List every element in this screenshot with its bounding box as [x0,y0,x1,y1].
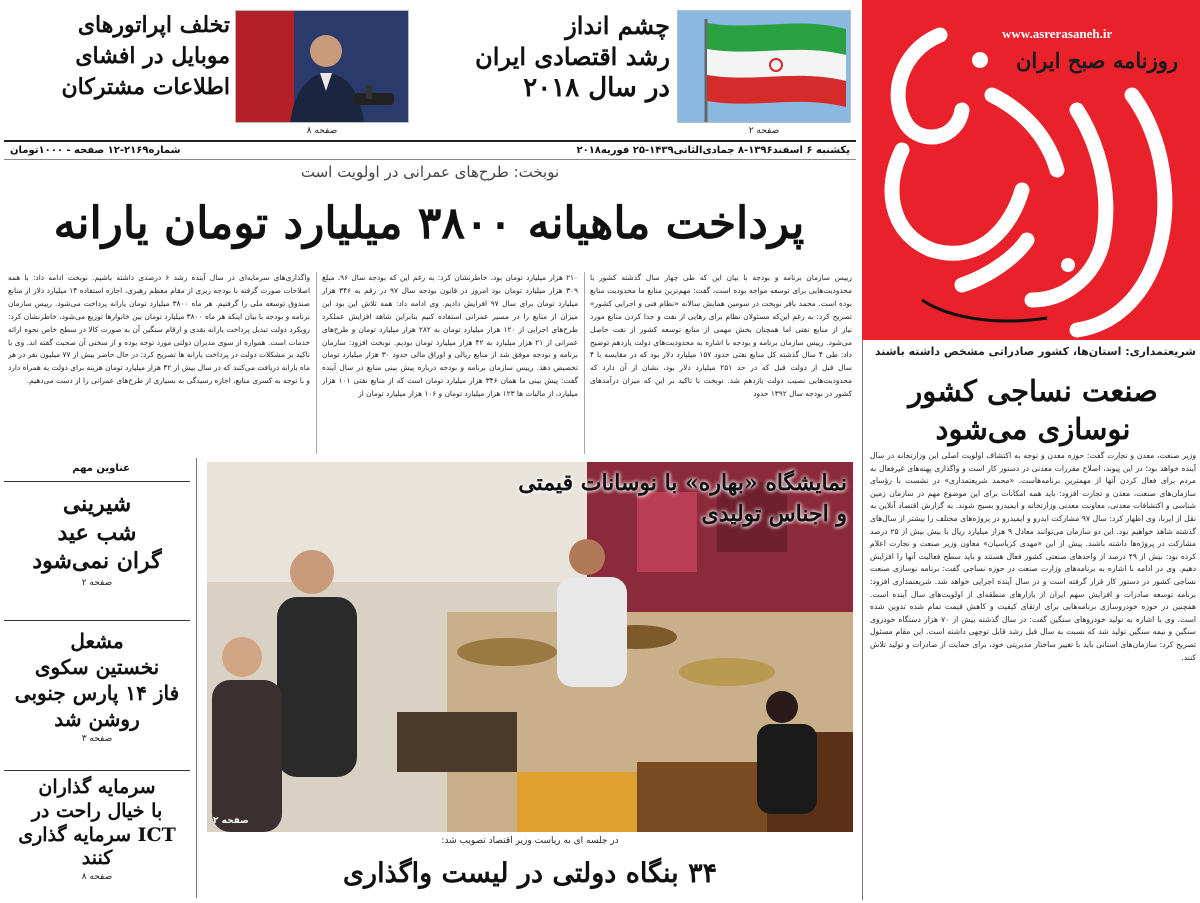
right-headline[interactable] [870,372,1196,449]
photo-page-ref: صفحه ۲ [213,816,249,826]
teaser-line: چشم انداز [565,11,670,40]
teaser-line: تخلف اپراتورهای [77,12,230,38]
minister-portrait-image [235,10,409,123]
headline-line: نوسازی می‌شود [935,412,1131,447]
page-ref: صفحه ۸ [81,872,113,882]
mobile-teaser-title[interactable] [8,10,230,104]
left-item-south-pars[interactable] [4,628,190,744]
lead-kicker: نوبخت: طرح‌های عمرانی در اولویت است [300,163,560,181]
left-item-sweets[interactable] [4,490,190,588]
issue-number: شماره۲۱۶۹-۱۲ صفحه - ۱۰۰۰تومان [10,145,181,156]
left-item-ict[interactable] [4,776,190,882]
section-label: عناوین مهم [72,463,130,474]
title-line: گران نمی‌شود [32,548,162,575]
teaser-line: موبایل در افشای [75,43,230,70]
page-ref: صفحه ۳ [81,734,113,744]
website-url[interactable]: www.asrerasaneh.ir [1002,26,1113,41]
column-divider [584,272,585,454]
mobile-page-ref: صفحه ۸ [306,126,338,136]
divider [4,620,190,621]
teaser-line: در سال ۲۰۱۸ [523,73,670,104]
title-line: شیرینی [62,491,132,517]
masthead [862,0,1200,340]
section-header [4,460,190,482]
title-line: نخستین سکوی [34,655,160,679]
newspaper-description: روزنامه صبح ایران [1015,48,1178,73]
title-line: با خیال راحت در [31,799,163,822]
right-column-divider [862,340,863,900]
lead-column-2: ۲۱۰ هزار میلیارد تومان بود، خاطرنشان کرد: به رغم این که بودجه سال ۹۶، مبلغ ۳۰۹ هزار میلیارد تومان بود امروز در قانون بودجه سال ۹۷ در رقم به ۳۴۶ هزار میلیارد تومان برای سال ۹۷ افزایش دادیم. وی ادامه داد: همه تلاش این بود این میزان از منابع را در مسیر عمرانی استفاده کنیم بنابراین شاهد افزایش عملکرد طرح‌های اجرایی از ۱۲۰ هزار میلیارد تومان به ۲۸۲ هزار میلیارد تومان و طرح‌های عمرانی از ۲۱ هزار میلیارد به ۴۲ هزار میلیارد تومان بودیم. نوبخت افزود: سازمان برنامه و بودجه موفق شد از منابع ریالی و اوراق مالی حدود ۳۰ هزار میلیارد تومان تخصیص دهد. رییس سازمان برنامه و بودجه درباره پیش بینی منابع در سال آینده گفت: پیش بینی ما همان ۳۴۶ هزار میلیارد تومان است که از منابع نفتی ۱۰۱ هزار میلیارد، از مالیات ها ۱۲۳ هزار میلیارد تومان و ۱۰۶ هزار میلیارد تومان از [322,273,578,399]
page-ref: صفحه ۲ [81,577,113,588]
economy-teaser-title[interactable] [430,10,670,106]
title-line: ICT سرمایه گذاری [18,823,176,846]
bottom-headline[interactable]: ۳۴ بنگاه دولتی در لیست واگذاری [342,858,718,889]
overlay-line: نمایشگاه «بهاره» با نوسانات قیمتی [518,470,847,496]
divider [4,770,190,771]
title-line: روشن شد [54,707,140,731]
right-article-body: وزیر صنعت، معدن و تجارت گفت: حوزه معدن و توجه به اکتشاف اولویت اصلی این وزارتخانه در سال آینده خواهد بود؛ در این پیوند، اصلاح مقررات معدنی در دستور کار است و واگذاری پهنه‌های غیرفعال به مردم برای فعال کردن آنها از مهمترین برنامه‌هاست. «محمد شریعتمداری» در نشست با رؤسای سازمان‌های صنعت، معدن و تجارت افزود: باید همه امکانات برای این موضوع مهم در سازمان زمین شناسی و اکتشافات معدنی، معاونت معدنی وزارتخانه و ایمیدرو بسیج شوند. به گزارش اقتصاد آنلاین به نقل از ایرنا، وی اظهار کرد: سال ۹۷ مشارکت ایدرو و ایمیدرو در پروژه‌های مختلف را بیشتر از سال‌های گذشته شاهد خواهیم بود. این دو سازمان می‌توانند معادل ۹ هزار میلیارد ریال با بیش بیش از ۲۵ درصد مشارکت در پروژه‌ها داشته باشند. پیش از این «مهدی کرباسیان» معاون وزیر صنعت و تجارت اعلام کرده بود: بیش از ۴۹ درصد از واحدهای صنعتی کشور فعال هستند و باید سطح فعالیت آنها را افزایش دهیم. وی در ادامه با اشاره به برنامه‌های وزارت صنعت در حوزه نساجی گفت: برنامه نوسازی صنعت نساجی کشور در دستور کار قرار گرفته است و در سال آینده اجرایی خواهد شد. شریعتمداری افزود: برنامه توسعه صادرات و افزایش سهم ایران از بازارهای منطقه‌ای از اولویت‌های سال آینده است. همچنین در حوزه خودروسازی برنامه‌هایی برای ارتقای کیفیت و کاهش قیمت تمام شده تدوین شده است. وی با اشاره به تولید خودروهای سنگین گفت: در سال گذشته بیش از ۷۰ هزار دستگاه خودروی سنگین و نیمه سنگین تولید شد که نسبت به سال قبل رشد قابل توجهی داشته است. این مقام مسئول تصریح کرد: سازمان‌های استانی باید با تغییر ساختار مدیریتی خود، برای حمایت از صادرات و تولید تلاش کنند. [870,451,1196,662]
title-line: شب عید [57,519,137,546]
lead-column-3: واگذاری‌های سرمایه‌ای در سال آینده رشد ۶ درصدی داشته باشیم. نوبخت ادامه داد: با همه اصلاحات صورت گرفته با بودجه ریزی از مقام معظم رهبری، اجازه استفاده ۱۴ میلیارد دلار از منابع صندوق توسعه ملی را گرفتیم. هر ماه ۳۸۰۰ میلیارد تومان یارانه پرداخت می‌شود. رییس سازمان برنامه و بودجه با بیان اینکه هر ماه ۳۸۰۰ میلیارد تومان بین خانوارها توزیع می‌شود، خاطرنشان کرد: رویکرد دولت تبدیل پرداخت یارانه نقدی و ارقام سنگین آن به صورت کالا در سطح خاص نحوه ارائه خدمات است. همواره از سوی مدیران دولتی مورد توجه بوده و از سخنی آن صحبت گفته اند. وی با تاکید بر مشکلات دولت در پرداخت یارانه ها تصریح کرد: در حال حاضر بیش از ۷۷ میلیون نفر در هر ماه یارانه دریافت می‌کنند که در سال بیش از ۴۲ هزار میلیارد تومان هزینه برای دولت به همراه دارد و با توجه به کسری منابع، اجازه رسیدگی به بسیاری از طرح‌های عمرانی را از دست می‌دهیم. [8,273,310,386]
teaser-line: رشد اقتصادی ایران [475,42,670,72]
title-line: فاز ۱۴ پارس جنوبی [14,681,180,705]
bazaar-photo [207,462,853,832]
title-line: سرمایه گذاران [38,776,156,798]
teaser-line: اطلاعات مشترکان [61,74,230,101]
issue-date: یکشنبه ۶ اسفند۱۳۹۶-۸ جمادی‌الثانی۱۴۳۹-۲۵ فوریه۲۰۱۸ [576,145,850,156]
lead-headline[interactable]: پرداخت ماهیانه ۳۸۰۰ میلیارد تومان یارانه [53,198,805,249]
photo-caption: در جلسه ای به ریاست وزیر اقتصاد تصویب شد: [441,836,619,846]
title-line: مشعل [70,629,124,653]
photo-overlay-title [518,468,847,530]
economy-page-ref: صفحه ۲ [748,126,780,136]
overlay-line: و اجناس تولیدی [701,500,847,527]
right-kicker: شریعتمداری: استان‌ها، کشور صادراتی مشخص داشته باشند [874,345,1196,358]
column-divider [316,272,317,454]
iran-flag-image [677,10,851,123]
title-line: کنند [81,847,113,870]
left-column-divider [196,458,197,898]
date-bar [4,140,856,160]
headline-line: صنعت نساجی کشور [908,374,1158,408]
lead-column-1: رییس سازمان برنامه و بودجه با بیان این که طی چهار سال گذشته کشور با محدودیت‌هایی برای توسعه مواجه بوده است، گفت: مهم‌ترین منابع ما محدودیت منابع بوده است. محمد باقر نوبخت در سومین همایش سالانه «نظام فنی و اجرایی کشور» تصریح کرد: به رغم این‌که مسئولان نظام برای رهایی از نفت و جدا کردن منابع مورد نیاز از منابع نفتی اما همچنان بخش مهمی از منابع توسعه کشور از نفت حاصل می‌شود. رییس سازمان برنامه و بودجه با اشاره به محدودیت‌های دولت یازدهم توضیح داد: طی ۴ سال گذشته کل منابع نفتی حدود ۱۵۷ میلیارد دلار بود که در مقایسه با ۴ سال قبل از دولت قبل که در حد ۲۵۱ میلیارد دلار بود، نشان از آن دارد که محدودیت‌هایی نصیب دولت یازدهم شد. نوبخت با تاکید بر این که میزان درآمدهای کشور در بودجه سال ۱۳۹۲ حدود [590,273,852,399]
